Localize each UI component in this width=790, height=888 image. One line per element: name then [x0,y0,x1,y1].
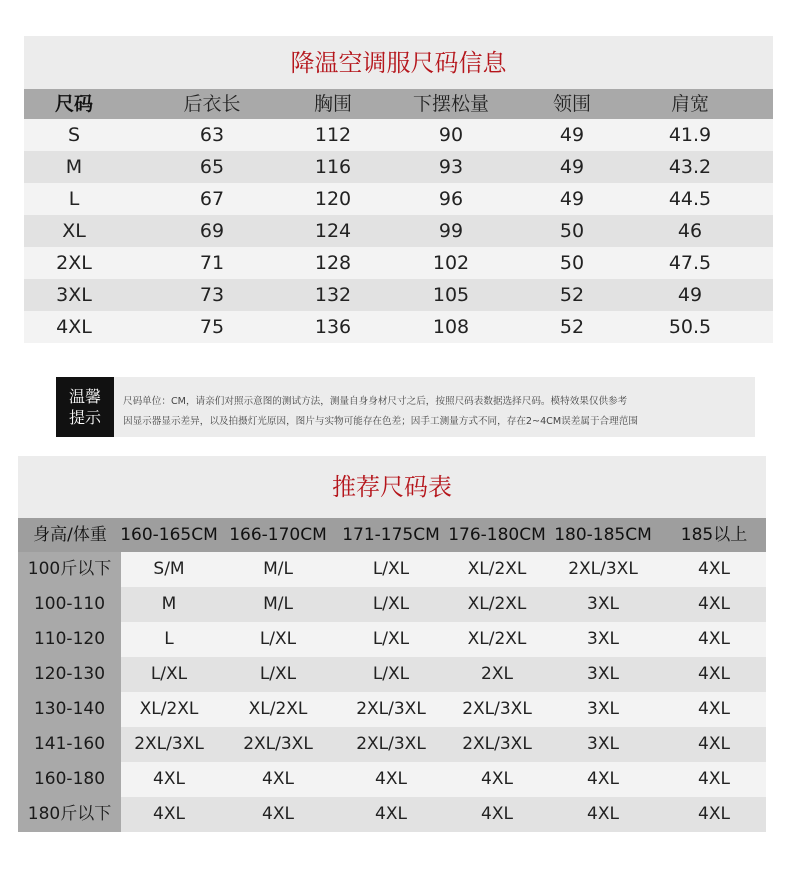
size-value-cell: 132 [314,284,352,306]
size-header-cell: 胸围 [313,93,352,115]
recommend-size-cell: 4XL [153,804,185,824]
size-value-cell: 50.5 [668,316,712,338]
recommend-size-cell: 4XL [698,629,730,649]
size-label-cell: 4XL [56,316,92,338]
weight-label-cell: 130-140 [18,692,121,727]
recommend-size-cell: 2XL/3XL [462,699,532,719]
size-header-cell: 后衣长 [183,93,241,115]
weight-label-cell: 100斤以下 [18,552,121,587]
recommend-size-cell: L/XL [259,629,297,649]
recommend-size-cell: 3XL [587,699,619,719]
recommend-size-cell: 4XL [375,769,407,789]
recommend-size-cell: L/XL [372,594,410,614]
recommend-size-cell: XL/2XL [139,699,199,719]
recommend-size-cell: 2XL [481,664,513,684]
recommend-title: 推荐尺码表 [332,473,452,501]
recommend-size-cell: 4XL [375,804,407,824]
weight-label-cell: 180斤以下 [18,797,121,832]
recommend-header-cell: 185以上 [680,525,748,545]
size-header-cell: 领围 [552,93,591,115]
size-header-cell: 尺码 [54,93,93,115]
size-value-cell: 108 [432,316,470,338]
size-label-cell: L [68,188,80,210]
size-value-cell: 49 [559,188,585,210]
recommend-table-row [18,692,766,727]
size-table-row [24,279,773,311]
size-value-cell: 124 [314,220,352,242]
size-label-cell: 3XL [56,284,92,306]
recommend-size-cell: M/L [263,594,293,614]
size-value-cell: 99 [438,220,464,242]
size-label-cell: 2XL [56,252,92,274]
size-value-cell: 43.2 [668,156,712,178]
size-value-cell: 105 [432,284,470,306]
size-value-cell: 96 [438,188,464,210]
recommend-table-row [18,727,766,762]
size-value-cell: 49 [559,156,585,178]
size-value-cell: 69 [199,220,225,242]
recommend-size-cell: 4XL [262,804,294,824]
recommend-size-cell: 4XL [153,769,185,789]
tip-badge [56,377,114,437]
size-value-cell: 67 [199,188,225,210]
recommend-size-cell: 2XL/3XL [568,559,638,579]
weight-label-cell: 141-160 [18,727,121,762]
recommend-size-cell: 4XL [698,559,730,579]
recommend-size-cell: S/M [153,559,185,579]
size-value-cell: 52 [559,284,585,306]
recommend-size-cell: 4XL [262,769,294,789]
size-value-cell: 52 [559,316,585,338]
recommend-size-cell: 3XL [587,664,619,684]
size-header-cell: 下摆松量 [412,93,489,115]
recommend-size-cell: XL/2XL [467,559,527,579]
recommend-header-cell: 身高/体重 [33,525,107,545]
size-value-cell: 90 [438,124,464,146]
weight-label-cell: 100-110 [18,587,121,622]
recommend-size-cell: M/L [263,559,293,579]
recommend-table-row [18,657,766,692]
recommend-size-cell: 2XL/3XL [462,734,532,754]
recommend-header-cell: 160-165CM [120,525,218,545]
tip-text-line2: 因显示器显示差异，以及拍摄灯光原因，图片与实物可能存在色差；因手工测量方式不同，存在2~4CM误差属于合理范围 [123,416,638,427]
recommend-size-cell: L [164,629,174,649]
recommend-table-row [18,762,766,797]
size-value-cell: 50 [559,220,585,242]
recommend-size-cell: 4XL [481,769,513,789]
recommend-table-row [18,587,766,622]
recommend-size-cell: 3XL [587,629,619,649]
size-value-cell: 136 [314,316,352,338]
recommend-size-cell: M [161,594,177,614]
size-table-row [24,215,773,247]
recommend-table-row [18,552,766,587]
recommend-table-header [18,518,766,552]
recommend-size-cell: 4XL [587,804,619,824]
recommend-panel [18,456,766,831]
size-table-header [24,89,773,119]
size-value-cell: 75 [199,316,225,338]
recommend-size-cell: 2XL/3XL [356,699,426,719]
recommend-size-cell: 3XL [587,734,619,754]
size-value-cell: 116 [314,156,352,178]
recommend-table-row [18,622,766,657]
size-table-row [24,151,773,183]
size-value-cell: 128 [314,252,352,274]
size-table-row [24,119,773,151]
recommend-size-cell: XL/2XL [467,629,527,649]
weight-label-cell: 110-120 [18,622,121,657]
recommend-header-cell: 176-180CM [448,525,546,545]
recommend-size-cell: 4XL [698,804,730,824]
recommend-size-cell: XL/2XL [467,594,527,614]
size-value-cell: 41.9 [668,124,712,146]
size-value-cell: 65 [199,156,225,178]
recommend-size-cell: 4XL [698,594,730,614]
weight-label-cell: 120-130 [18,657,121,692]
tip-badge-line2: 提示 [68,408,101,427]
size-value-cell: 50 [559,252,585,274]
size-label-cell: XL [62,220,86,242]
weight-label-cell: 160-180 [18,762,121,797]
recommend-size-cell: L/XL [150,664,188,684]
recommend-size-cell: 2XL/3XL [134,734,204,754]
size-info-panel [24,36,773,340]
size-value-cell: 112 [314,124,352,146]
tip-badge-line1: 温馨 [68,387,101,406]
recommend-size-cell: L/XL [372,664,410,684]
size-value-cell: 49 [559,124,585,146]
size-info-title: 降温空调服尺码信息 [290,49,507,77]
size-value-cell: 49 [677,284,703,306]
size-value-cell: 47.5 [668,252,712,274]
size-label-cell: S [67,124,81,146]
size-value-cell: 120 [314,188,352,210]
tip-text-line1: 尺码单位：CM，请亲们对照示意图的测试方法，测量自身身材尺寸之后，按照尺码表数据选择尺码。模特效果仅供参考 [123,396,628,407]
size-header-cell: 肩宽 [670,93,709,115]
recommend-size-cell: L/XL [259,664,297,684]
recommend-size-cell: 4XL [698,664,730,684]
recommend-size-cell: 2XL/3XL [356,734,426,754]
size-value-cell: 93 [438,156,464,178]
size-label-cell: M [65,156,83,178]
recommend-size-cell: 4XL [698,699,730,719]
recommend-header-cell: 171-175CM [342,525,440,545]
recommend-size-cell: 2XL/3XL [243,734,313,754]
recommend-header-cell: 180-185CM [554,525,652,545]
size-value-cell: 63 [199,124,225,146]
recommend-size-cell: 3XL [587,594,619,614]
recommend-size-cell: XL/2XL [248,699,308,719]
recommend-size-cell: 4XL [481,804,513,824]
size-table-row [24,247,773,279]
recommend-size-cell: L/XL [372,629,410,649]
size-value-cell: 44.5 [668,188,712,210]
size-value-cell: 46 [677,220,703,242]
recommend-size-cell: L/XL [372,559,410,579]
recommend-size-cell: 4XL [698,734,730,754]
recommend-table-row [18,797,766,832]
size-value-cell: 102 [432,252,470,274]
recommend-header-cell: 166-170CM [229,525,327,545]
tip-box [56,377,755,437]
size-table-row [24,311,773,343]
size-value-cell: 73 [199,284,225,306]
size-table-row [24,183,773,215]
size-value-cell: 71 [199,252,225,274]
recommend-size-cell: 4XL [587,769,619,789]
recommend-size-cell: 4XL [698,769,730,789]
